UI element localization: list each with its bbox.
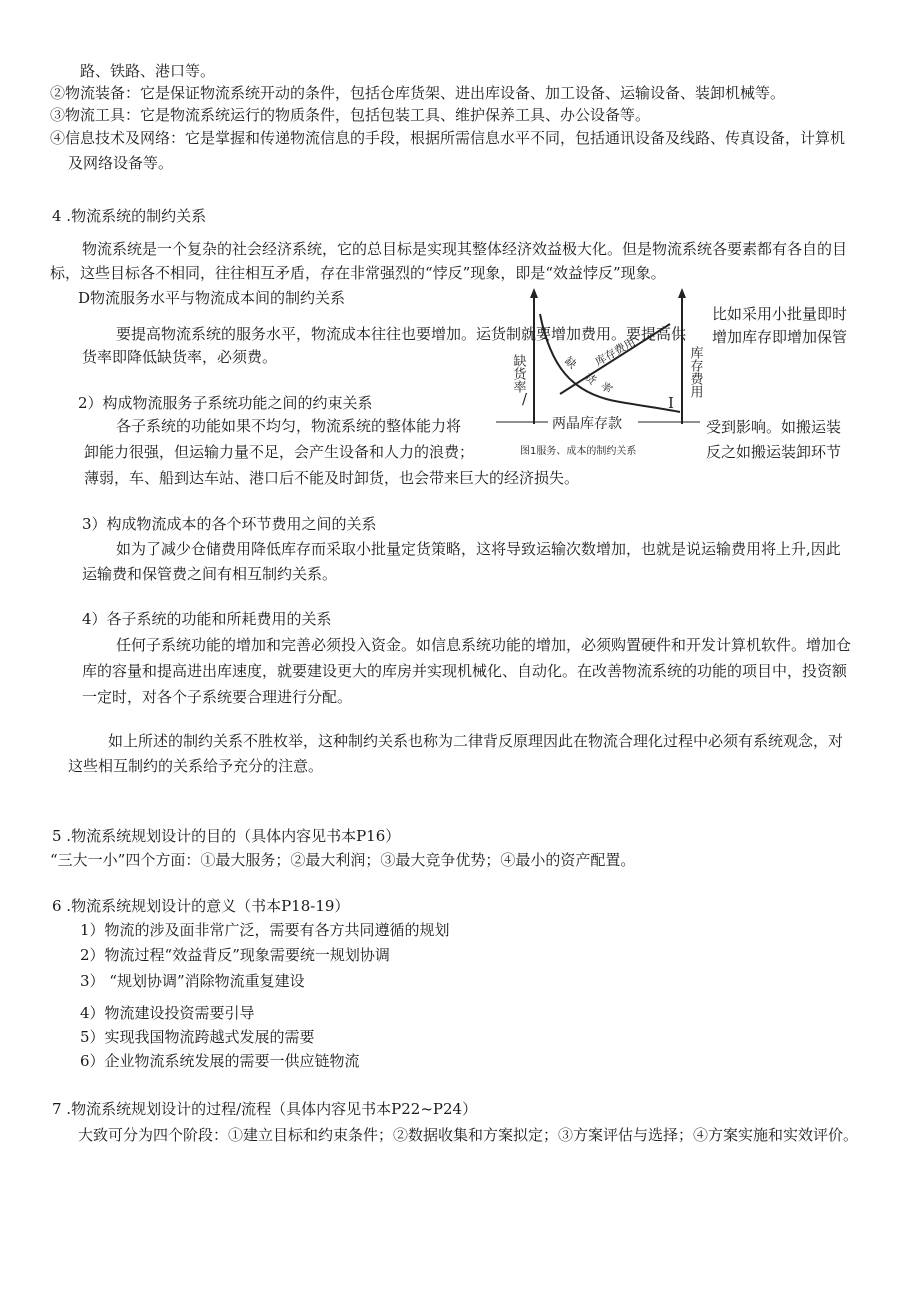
curve-label: 率 <box>598 379 615 397</box>
section-heading: 7 .物流系统规划设计的过程/流程（具体内容见书本P22~P24） <box>52 1100 478 1118</box>
text-line: “三大一小”四个方面：①最大服务；②最大利润；③最大竞争优势；④最小的资产配置。 <box>50 851 636 869</box>
subheading: D物流服务水平与物流成本间的制约关系 <box>78 289 346 307</box>
list-item: 6）企业物流系统发展的需要一供应链物流 <box>80 1052 360 1070</box>
text-line: ③物流工具：它是物流系统运行的物质条件，包括包装工具、维护保养工具、办公设备等。 <box>50 106 651 124</box>
curve-label: 库存费用 <box>593 335 638 369</box>
text-line: 物流系统是一个复杂的社会经济系统，它的总目标是实现其整体经济效益极大化。但是物流系统各要素都有各自的目 <box>82 240 848 258</box>
text-line: ④信息技术及网络：它是掌握和传递物流信息的手段，根据所需信息水平不同，包括通讯设备及线路、传真设备，计算机 <box>50 129 846 147</box>
list-item: 4）物流建设投资需要引导 <box>80 1004 255 1022</box>
text-line: 货率即降低缺货率，必须费。 <box>82 348 278 366</box>
curve-label: 缺 <box>562 354 579 372</box>
text-line: 一定时，对各个子系统要合理进行分配。 <box>82 688 353 706</box>
text-line: 如为了减少仓储费用降低库存而采取小批量定货策略，这将导致运输次数增加，也就是说运输费用将上升,因此 <box>116 540 841 558</box>
section-heading: 5 .物流系统规划设计的目的（具体内容见书本P16） <box>52 827 401 845</box>
text-line: 任何子系统功能的增加和完善必须投入资金。如信息系统功能的增加，必须购置硬件和开发计算机软件。增加仓 <box>116 636 852 654</box>
text-line: 如上所述的制约关系不胜枚举，这种制约关系也称为二律背反原理因此在物流合理化过程中必须有系统观念，对 <box>108 732 844 750</box>
side-text: 反之如搬运装卸环节 <box>706 443 842 461</box>
side-text: 增加库存即增加保管 <box>712 328 848 346</box>
marker-right: I <box>668 394 674 412</box>
text-line: 及网络设备等。 <box>68 154 174 172</box>
bottom-label: 两晶库存款 <box>552 416 622 432</box>
text-line: 这些相互制约的关系给予充分的注意。 <box>68 757 324 775</box>
left-axis-arrow <box>530 288 538 298</box>
text-line: 卸能力很强，但运输力量不足，会产生设备和人力的浪费； <box>84 443 475 461</box>
text-line: 库的容量和提高进出库速度，就要建设更大的库房并实现机械化、自动化。在改善物流系统的功能的项目中，投资额 <box>82 662 848 680</box>
right-axis-arrow <box>678 288 686 298</box>
text-line: ②物流装备：它是保证物流系统开动的条件，包括仓库货架、进出库设备、加工设备、运输设备、装卸机械等。 <box>50 84 786 102</box>
text-line: 标，这些目标各不相同，往往相互矛盾，存在非常强烈的“悖反”现象，即是“效益悖反”现象。 <box>50 264 666 282</box>
subheading: 4）各子系统的功能和所耗费用的关系 <box>82 610 332 628</box>
cost-service-figure <box>490 284 710 464</box>
list-item: 5）实现我国物流跨越式发展的需要 <box>80 1028 315 1046</box>
text-line: 大致可分为四个阶段：①建立目标和约束条件；②数据收集和方案拟定；③方案评估与选择；④方案实施和实效评价。 <box>78 1126 859 1144</box>
curve-label: 货 <box>582 370 599 388</box>
text-line: 运输费和保管费之间有相互制约关系。 <box>82 565 338 583</box>
marker-left: / <box>522 390 528 408</box>
figure-caption: 图1服务、成本的制约关系 <box>520 446 637 457</box>
text-line: 路、铁路、港口等。 <box>80 62 216 80</box>
section-heading: 4 .物流系统的制约关系 <box>52 207 207 225</box>
right-axis-label: 库存费用 <box>687 346 703 398</box>
left-axis-label: 缺货率 <box>510 354 526 393</box>
section-heading: 6 .物流系统规划设计的意义（书本P18-19） <box>52 897 350 915</box>
list-item: 1）物流的涉及面非常广泛，需要有各方共同遵循的规划 <box>80 921 450 939</box>
text-line: 薄弱，车、船到达车站、港口后不能及时卸货，也会带来巨大的经济损失。 <box>84 469 580 487</box>
list-item: 3） “规划协调”消除物流重复建设 <box>80 972 305 990</box>
side-text: 比如采用小批量即时 <box>712 305 848 323</box>
subheading: 2）构成物流服务子系统功能之间的约束关系 <box>78 394 373 412</box>
list-item: 2）物流过程“效益背反”现象需要统一规划协调 <box>80 946 390 964</box>
text-line: 各子系统的功能如果不均匀，物流系统的整体能力将 <box>116 417 462 435</box>
subheading: 3）构成物流成本的各个环节费用之间的关系 <box>82 515 377 533</box>
side-text: 受到影响。如搬运装 <box>706 418 842 436</box>
text-line: 要提高物流系统的服务水平，物流成本往往也要增加。运货制就要增加费用。要提高供 <box>116 325 687 343</box>
